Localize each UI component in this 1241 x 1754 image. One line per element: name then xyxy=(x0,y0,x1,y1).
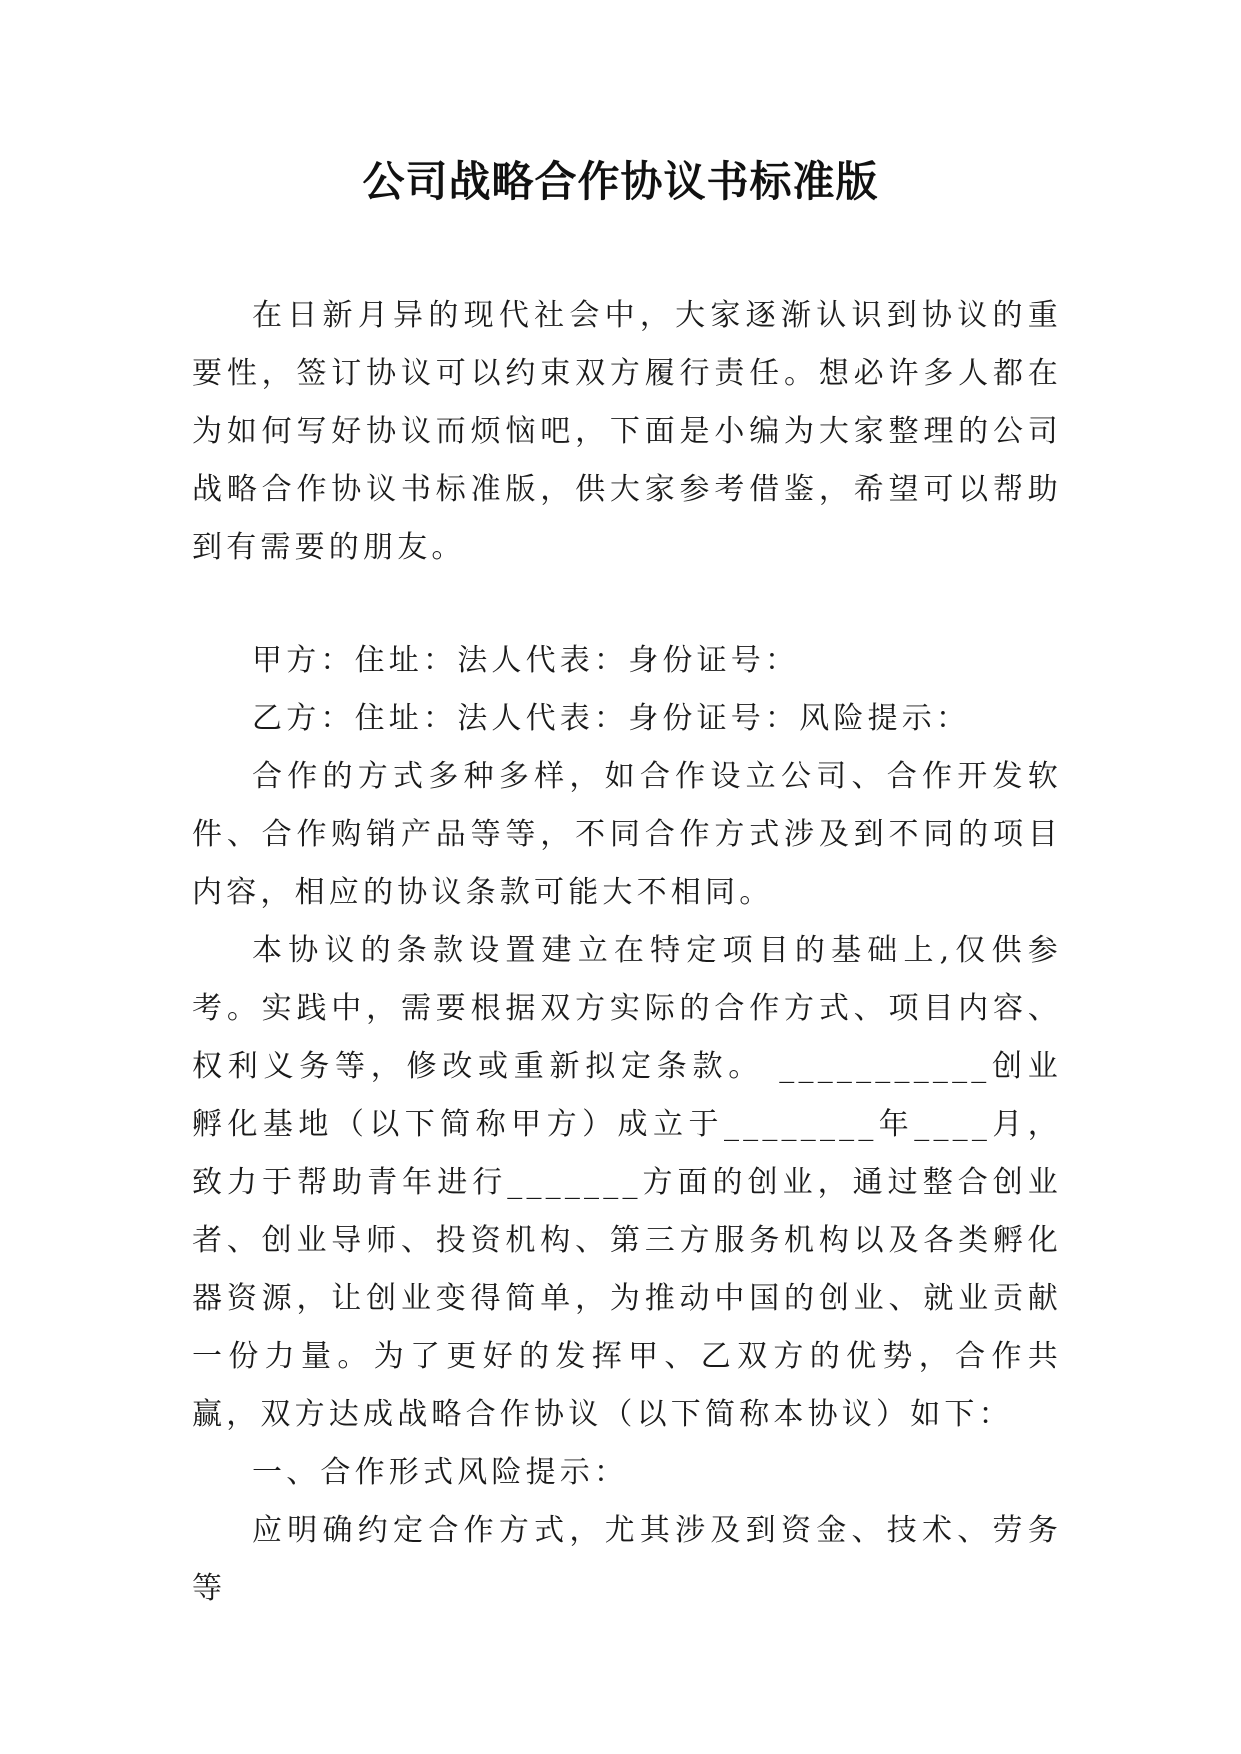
document-title: 公司战略合作协议书标准版 xyxy=(362,157,879,206)
agreement-body xyxy=(192,632,1062,1618)
intro-paragraph: 在日新月异的现代社会中，大家逐渐认识到协议的重要性，签订协议可以约束双方履行责任。想必许多人都在为如何写好协议而烦恼吧，下面是小编为大家整理的公司战略合作协议书标准版，供大家参考借鉴，希望可以帮助到有需要的朋友。 xyxy=(192,298,1062,565)
intro-section xyxy=(192,287,1062,577)
cooperation-methods-paragraph: 合作的方式多种多样，如合作设立公司、合作开发软件、合作购销产品等等，不同合作方式涉及到不同的项目内容，相应的协议条款可能大不相同。 xyxy=(192,759,1062,910)
terms-basis-paragraph: 本协议的条款设置建立在特定项目的基础上,仅供参考。实践中，需要根据双方实际的合作方式、项目内容、权利义务等，修改或重新拟定条款。 ___________创业孵化基地（以下简称甲方）成立于________年____月，致力于帮助青年进行_______方面的创业，通过整合创业者、创业导师、投资机构、第三方服务机构以及各类孵化器资源，让创业变得简单，为推动中国的创业、就业贡献一份力量。为了更好的发挥甲、乙双方的优势，合作共赢，双方达成战略合作协议（以下简称本协议）如下： xyxy=(192,933,1062,1432)
party-a-line: 甲方：住址：法人代表：身份证号： xyxy=(252,643,800,678)
section-heading-cooperation-form: 一、合作形式风险提示： xyxy=(252,1455,629,1490)
party-b-line: 乙方：住址：法人代表：身份证号：风险提示： xyxy=(252,701,971,736)
cooperation-form-paragraph: 应明确约定合作方式，尤其涉及到资金、技术、劳务等 xyxy=(192,1513,1062,1606)
